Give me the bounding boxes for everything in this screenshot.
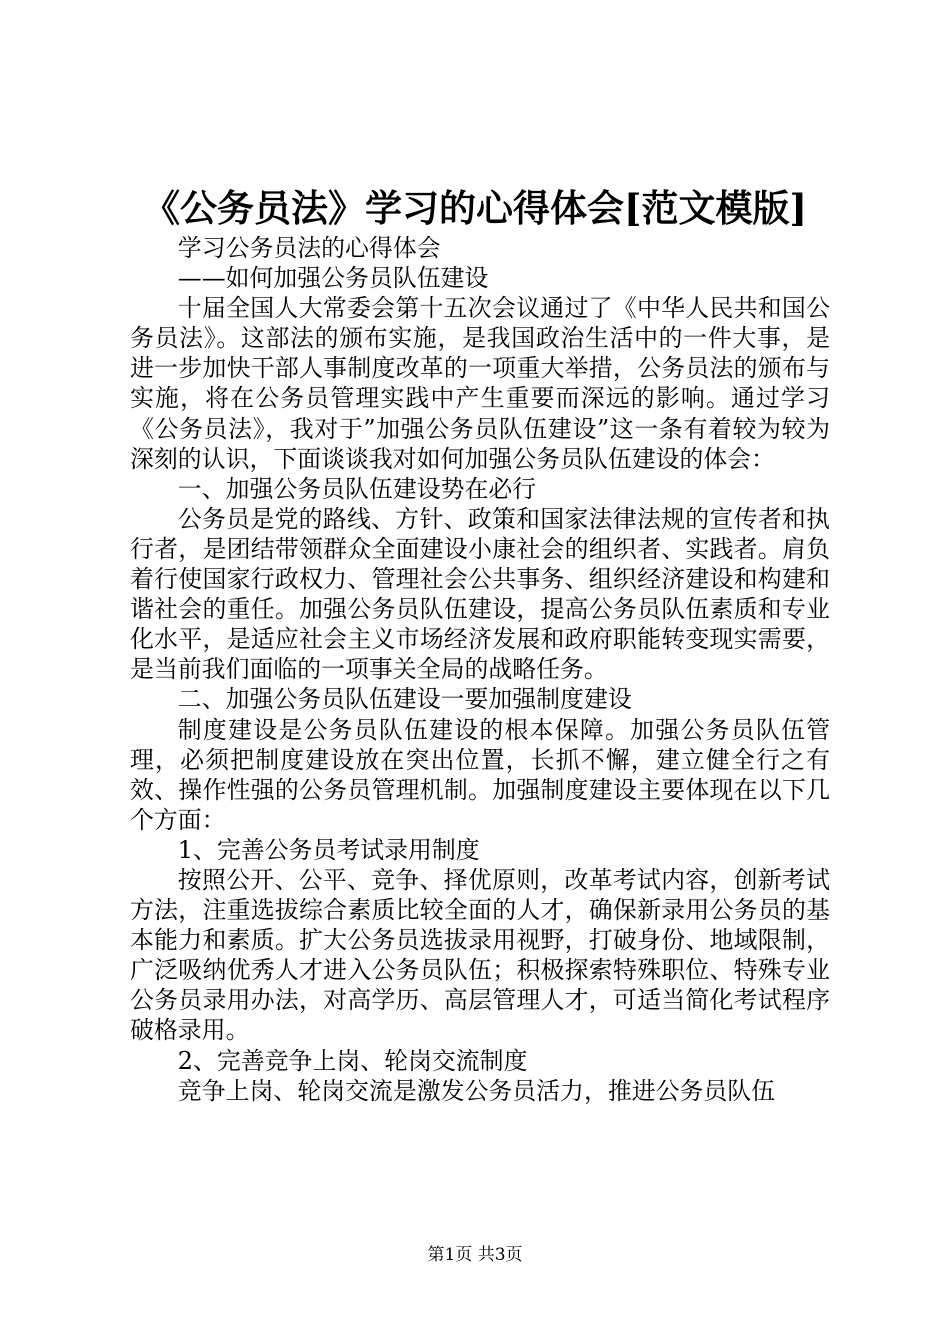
body-paragraph: 十届全国人大常委会第十五次会议通过了《中华人民共和国公务员法》。这部法的颁布实施，是我国政治生活中的一件大事，是进一步加快干部人事制度改革的一项重大举措，公务员法的颁布与实施，将在公务员管理实践中产生重要而深远的影响。通过学习《公务员法》，我对于”加强公务员队伍建设”这一条有着较为较为深刻的认识，下面谈谈我对如何加强公务员队伍建设的体会： xyxy=(130,294,830,473)
body-paragraph: 公务员是党的路线、方针、政策和国家法律法规的宣传者和执行者，是团结带领群众全面建设小康社会的组织者、实践者。肩负着行使国家行政权力、管理社会公共事务、组织经济建设和构建和谐社会的重任。加强公务员队伍建设，提高公务员队伍素质和专业化水平，是适应社会主义市场经济发展和政府职能转变现实需要，是当前我们面临的一项事关全局的战略任务。 xyxy=(130,504,830,684)
body-paragraph: 按照公开、公平、竞争、择优原则，改革考试内容，创新考试方法，注重选拔综合素质比较全面的人才，确保新录用公务员的基本能力和素质。扩大公务员选拔录用视野，打破身份、地域限制，广泛吸纳优秀人才进入公务员队伍；积极探索特殊职位、特殊专业公务员录用办法，对高学历、高层管理人才，可适当简化考试程序破格录用。 xyxy=(130,865,830,1045)
document-body xyxy=(130,233,830,1106)
body-paragraph: 制度建设是公务员队伍建设的根本保障。加强公务员队伍管理，必须把制度建设放在突出位置，长抓不懈，建立健全行之有效、操作性强的公务员管理机制。加强制度建设主要体现在以下几个方面： xyxy=(130,715,830,834)
section-heading: 一、加强公务员队伍建设势在必行 xyxy=(177,474,537,503)
subtitle: 学习公务员法的心得体会 xyxy=(177,234,441,262)
document-title: 《公务员法》学习的心得体会[范文模版] xyxy=(142,186,807,230)
subtitle-tagline: ——如何加强公务员队伍建设 xyxy=(177,264,489,293)
body-paragraph: 竞争上岗、轮岗交流是激发公务员活力，推进公务员队伍 xyxy=(177,1076,776,1105)
section-heading: 二、加强公务员队伍建设一要加强制度建设 xyxy=(177,685,632,714)
page-footer: 第1页 共3页 xyxy=(427,1245,523,1265)
subsection-heading: 1、完善公务员考试录用制度 xyxy=(177,835,480,864)
subsection-heading: 2、完善竞争上岗、轮岗交流制度 xyxy=(177,1046,528,1075)
